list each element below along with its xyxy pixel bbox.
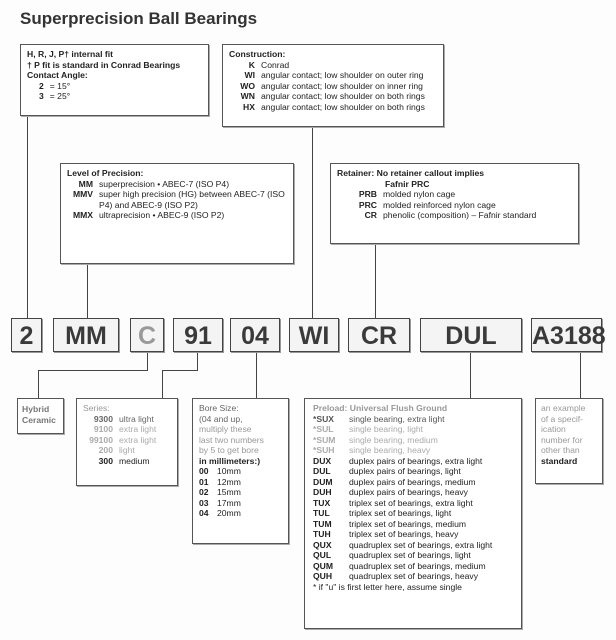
code-key: 01 bbox=[199, 476, 209, 487]
text-line: other than bbox=[541, 445, 580, 455]
code-key: MMX bbox=[72, 210, 93, 220]
angle-code: 2 bbox=[39, 80, 44, 91]
series-heading: Series: bbox=[83, 403, 110, 413]
code-key: QUX bbox=[313, 539, 332, 550]
construction-heading: Construction: bbox=[229, 49, 286, 59]
code-key: 300 bbox=[98, 455, 113, 466]
code-description: triplex set of bearings, heavy bbox=[349, 529, 459, 539]
code-description: duplex pairs of bearings, heavy bbox=[349, 487, 468, 497]
connector-line bbox=[27, 115, 28, 318]
code-description: 12mm bbox=[217, 476, 241, 487]
code-description: angular contact; low shoulder on both rings bbox=[261, 91, 425, 101]
code-description: light bbox=[119, 445, 135, 455]
code-description: triplex set of bearings, medium bbox=[349, 518, 467, 529]
internal-fit-box bbox=[20, 44, 209, 116]
code-key: WN bbox=[240, 91, 255, 101]
list-item bbox=[313, 571, 515, 582]
code-description: quadruplex set of bearings, light bbox=[349, 550, 471, 560]
code-description: ultra light bbox=[119, 413, 154, 424]
angle-code: 3 bbox=[39, 91, 44, 101]
list-item bbox=[313, 508, 515, 519]
code-key: TUH bbox=[313, 529, 331, 539]
list-item bbox=[313, 456, 515, 467]
connector-line bbox=[147, 352, 148, 370]
code-key: DUL bbox=[313, 466, 331, 476]
text-line: Bore Size: bbox=[199, 403, 239, 413]
list-item bbox=[337, 200, 572, 211]
code-description: molded reinforced nylon cage bbox=[383, 199, 496, 210]
code-key: PRB bbox=[358, 189, 377, 199]
code-description: angular contact; low shoulder on both rings bbox=[261, 101, 425, 112]
code-key: CR bbox=[364, 210, 377, 220]
page-title: Superprecision Ball Bearings bbox=[20, 9, 258, 28]
code-key: MM bbox=[78, 178, 93, 189]
spec-number-box bbox=[535, 398, 603, 484]
code-key: *SUX bbox=[313, 413, 335, 424]
list-item bbox=[83, 456, 171, 467]
connector-line bbox=[162, 370, 163, 398]
list-item bbox=[83, 435, 171, 446]
bore-size-box bbox=[192, 398, 289, 544]
connector-line bbox=[38, 370, 148, 371]
code-key: *SUM bbox=[313, 434, 336, 445]
text-line: (04 and up, bbox=[199, 413, 243, 424]
code-key: 00 bbox=[199, 466, 209, 476]
connector-line bbox=[162, 370, 198, 371]
list-item bbox=[313, 414, 515, 425]
connector-line bbox=[470, 352, 471, 398]
list-item bbox=[199, 508, 282, 519]
code-description: duplex pairs of bearings, extra light bbox=[349, 455, 483, 466]
list-item bbox=[313, 498, 515, 509]
list-item bbox=[67, 210, 287, 221]
code-key: TUX bbox=[313, 497, 331, 508]
code-key: PRC bbox=[358, 199, 377, 210]
list-item bbox=[313, 519, 515, 530]
list-item bbox=[337, 210, 572, 221]
code-description: super high precision (HG) between ABEC-7 (ISO P4) and ABEC-9 (ISO P2) bbox=[99, 189, 285, 210]
code-description: 15mm bbox=[217, 487, 241, 497]
code-key: *SUH bbox=[313, 445, 335, 455]
code-description: single bearing, heavy bbox=[349, 445, 431, 455]
list-item bbox=[229, 91, 437, 102]
code-description: single bearing, extra light bbox=[349, 413, 445, 424]
angle-value: = 15° bbox=[49, 80, 71, 91]
code-description: extra light bbox=[119, 424, 157, 434]
code-description: molded nylon cage bbox=[383, 189, 456, 199]
list-item bbox=[83, 414, 171, 425]
code-contact-angle: 2 bbox=[11, 318, 42, 352]
code-bore: 04 bbox=[230, 318, 280, 352]
construction-box bbox=[222, 44, 444, 127]
code-key: WO bbox=[240, 80, 255, 91]
retainer-box bbox=[330, 163, 579, 244]
retainer-heading: Retainer: No retainer callout implies bbox=[337, 168, 485, 178]
precision-heading: Level of Precision: bbox=[67, 168, 144, 178]
text-line: multiply these bbox=[199, 424, 252, 434]
code-precision: MM bbox=[53, 318, 119, 352]
series-box bbox=[76, 398, 178, 486]
list-item bbox=[229, 60, 437, 71]
code-key: TUL bbox=[313, 508, 330, 518]
contact-angle-label: Contact Angle: bbox=[27, 70, 88, 80]
list-item bbox=[313, 466, 515, 477]
connector-line bbox=[256, 352, 257, 398]
list-item bbox=[83, 424, 171, 435]
code-key: 02 bbox=[199, 487, 209, 497]
code-key: 03 bbox=[199, 497, 209, 508]
list-item bbox=[313, 487, 515, 498]
code-key: K bbox=[248, 59, 255, 70]
text-line: of a specif- bbox=[541, 413, 584, 424]
code-description: superprecision • ABEC-7 (ISO P4) bbox=[99, 178, 230, 189]
connector-line bbox=[375, 243, 376, 318]
fit-text: H, R, J, P† internal fit bbox=[27, 49, 113, 59]
code-key: WI bbox=[244, 70, 255, 80]
code-description: single bearing, light bbox=[349, 424, 424, 434]
list-item bbox=[313, 424, 515, 435]
connector-line bbox=[197, 352, 198, 370]
code-key: 04 bbox=[199, 508, 209, 518]
preload-footnote: * if "u" is first letter here, assume single bbox=[313, 581, 462, 592]
list-item bbox=[229, 70, 437, 81]
code-key: QUM bbox=[313, 560, 334, 571]
list-item bbox=[313, 550, 515, 561]
text-line: in millimeters:) bbox=[199, 455, 261, 466]
code-key: QUL bbox=[313, 550, 332, 560]
code-description: medium bbox=[119, 455, 150, 466]
code-key: DUH bbox=[313, 487, 332, 497]
code-key: 200 bbox=[98, 445, 113, 455]
code-construction: WI bbox=[289, 318, 339, 352]
list-item bbox=[313, 540, 515, 551]
precision-box bbox=[60, 163, 294, 264]
code-key: 9300 bbox=[93, 413, 113, 424]
code-key: HX bbox=[243, 101, 255, 112]
list-item bbox=[313, 435, 515, 446]
code-description: quadruplex set of bearings, heavy bbox=[349, 571, 478, 581]
code-ceramic: C bbox=[130, 318, 164, 352]
code-description: 20mm bbox=[217, 508, 241, 518]
list-item bbox=[313, 561, 515, 572]
ceramic-text: Ceramic bbox=[22, 414, 56, 425]
connector-line bbox=[87, 263, 88, 318]
preload-heading: Preload: Universal Flush Ground bbox=[313, 403, 448, 413]
code-description: triplex set of bearings, light bbox=[349, 508, 452, 518]
code-description: 17mm bbox=[217, 497, 241, 508]
list-item bbox=[67, 189, 287, 210]
code-description: 10mm bbox=[217, 466, 241, 476]
code-key: 9100 bbox=[93, 424, 113, 434]
code-key: MMV bbox=[72, 189, 93, 199]
text-line: an example bbox=[541, 403, 586, 413]
retainer-default: Fafnir PRC bbox=[385, 178, 430, 189]
connector-line bbox=[312, 126, 313, 318]
list-item bbox=[313, 477, 515, 488]
angle-value: = 25° bbox=[49, 91, 71, 101]
code-description: triplex set of bearings, extra light bbox=[349, 497, 473, 508]
list-item bbox=[229, 81, 437, 92]
code-spec: A3188 bbox=[531, 318, 602, 352]
list-item bbox=[83, 445, 171, 456]
text-line: number for bbox=[541, 434, 583, 445]
code-description: single bearing, medium bbox=[349, 434, 438, 445]
text-line: by 5 to get bore bbox=[199, 445, 259, 455]
list-item bbox=[199, 498, 282, 509]
code-description: duplex pairs of bearings, light bbox=[349, 466, 461, 476]
code-description: ultraprecision • ABEC-9 (ISO P2) bbox=[99, 210, 225, 220]
connector-line bbox=[580, 352, 581, 398]
list-item bbox=[229, 102, 437, 113]
list-item bbox=[199, 487, 282, 498]
code-description: quadruplex set of bearings, extra light bbox=[349, 539, 493, 550]
code-description: extra light bbox=[119, 434, 157, 445]
list-item bbox=[337, 189, 572, 200]
code-key: DUX bbox=[313, 455, 332, 466]
code-series: 91 bbox=[173, 318, 223, 352]
list-item bbox=[313, 445, 515, 456]
code-key: QUH bbox=[313, 571, 333, 581]
code-key: DUM bbox=[313, 476, 333, 487]
code-key: 99100 bbox=[89, 434, 113, 445]
text-line: last two numbers bbox=[199, 434, 264, 445]
list-item bbox=[199, 466, 282, 477]
code-description: angular contact; low shoulder on outer ring bbox=[261, 70, 424, 80]
text-line: standard bbox=[541, 455, 578, 466]
code-retainer: CR bbox=[348, 318, 410, 352]
text-line: ication bbox=[541, 424, 566, 434]
code-description: angular contact; low shoulder on inner ring bbox=[261, 80, 423, 91]
code-key: *SUL bbox=[313, 424, 334, 434]
list-item bbox=[199, 477, 282, 488]
list-item bbox=[313, 529, 515, 540]
hybrid-ceramic-box bbox=[17, 398, 64, 434]
list-item bbox=[67, 179, 287, 190]
hybrid-text: Hybrid bbox=[22, 404, 50, 414]
code-key: TUM bbox=[313, 518, 332, 529]
fit-note: † P fit is standard in Conrad Bearings bbox=[27, 59, 181, 70]
connector-line bbox=[38, 370, 39, 398]
code-description: quadruplex set of bearings, medium bbox=[349, 560, 486, 571]
preload-box bbox=[304, 398, 522, 629]
code-description: phenolic (composition) – Fafnir standard bbox=[383, 210, 537, 220]
code-description: duplex pairs of bearings, medium bbox=[349, 476, 476, 487]
code-preload: DUL bbox=[420, 318, 522, 352]
code-description: Conrad bbox=[261, 59, 290, 70]
